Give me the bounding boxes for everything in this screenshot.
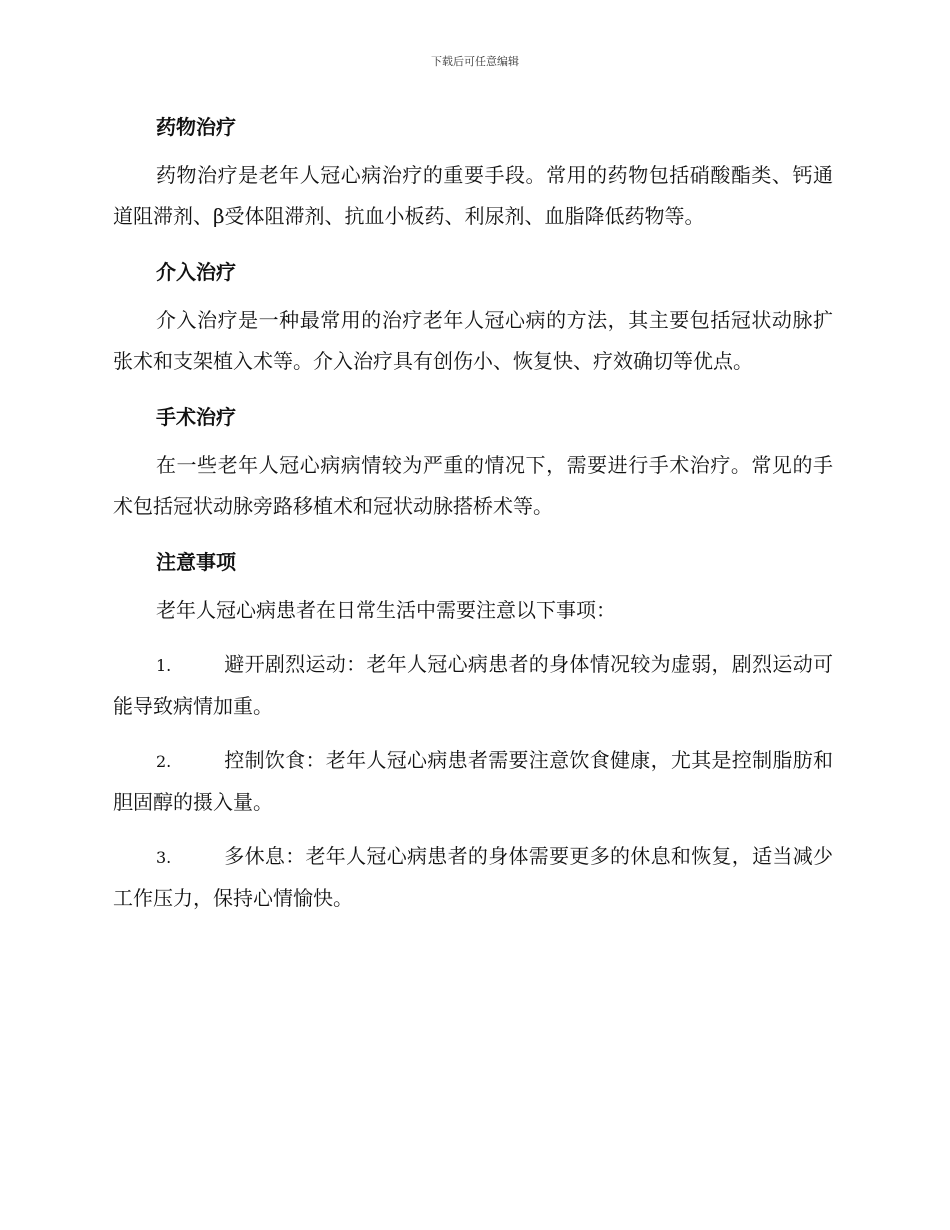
page-header: 下载后可任意编辑	[431, 55, 519, 68]
section-heading-intervention: 介入治疗	[156, 260, 236, 284]
section-heading-drug: 药物治疗	[156, 115, 236, 139]
section-heading-surgery: 手术治疗	[156, 405, 236, 429]
list-item-number: 2.	[156, 752, 172, 771]
list-item-number: 3.	[156, 848, 172, 867]
paragraph-notes-intro: 老年人冠心病患者在日常生活中需要注意以下事项：	[156, 598, 616, 622]
paragraph-drug: 药物治疗是老年人冠心病治疗的重要手段。常用的药物包括硝酸酯类、钙通道阻滞剂、β受体阻滞剂、抗血小板药、利尿剂、血脂降低药物等。	[113, 163, 833, 228]
list-item	[113, 644, 833, 727]
list-item	[113, 740, 833, 823]
list-item-text: 避开剧烈运动：老年人冠心病患者的身体情况较为虚弱，剧烈运动可能导致病情加重。	[113, 652, 833, 718]
list-item	[113, 836, 833, 919]
section-heading-notes: 注意事项	[156, 550, 236, 574]
document-body	[113, 108, 833, 919]
list-item-text: 多休息：老年人冠心病患者的身体需要更多的休息和恢复，适当减少工作压力，保持心情愉快。	[113, 844, 833, 910]
paragraph-intervention: 介入治疗是一种最常用的治疗老年人冠心病的方法，其主要包括冠状动脉扩张术和支架植入术等。介入治疗具有创伤小、恢复快、疗效确切等优点。	[113, 308, 833, 373]
list-item-number: 1.	[156, 656, 172, 675]
list-item-text: 控制饮食：老年人冠心病患者需要注意饮食健康，尤其是控制脂肪和胆固醇的摄入量。	[113, 748, 833, 814]
paragraph-surgery: 在一些老年人冠心病病情较为严重的情况下，需要进行手术治疗。常见的手术包括冠状动脉旁路移植术和冠状动脉搭桥术等。	[113, 453, 833, 518]
